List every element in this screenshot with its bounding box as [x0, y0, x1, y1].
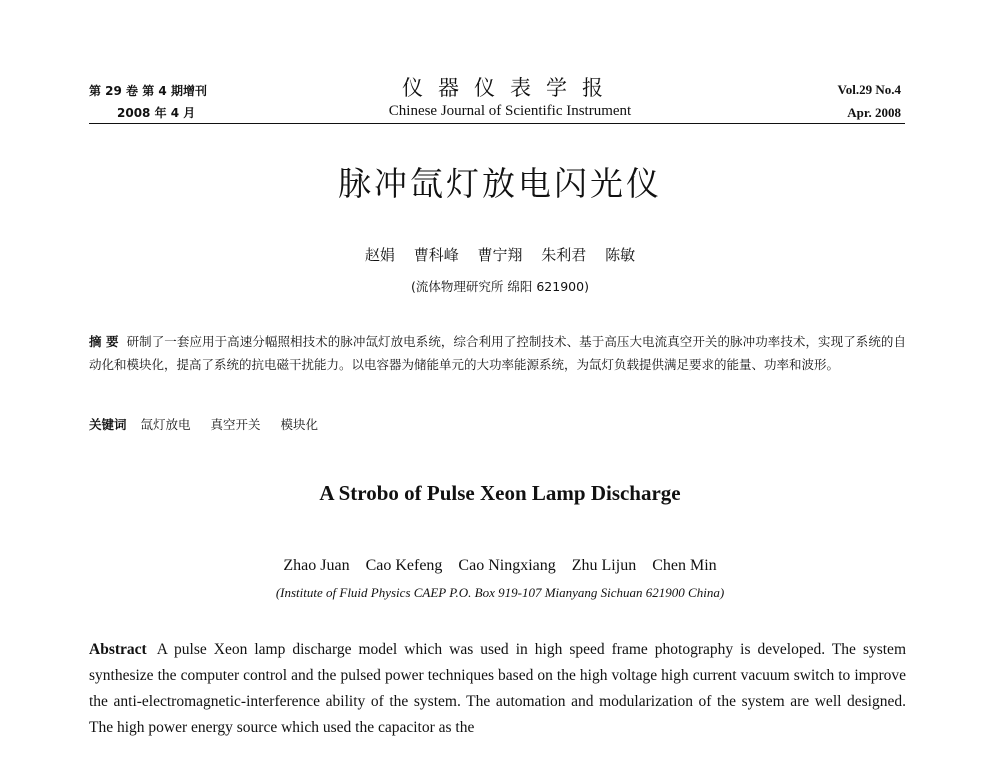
author-cn: 赵娟	[364, 246, 395, 264]
abstract-text-en: A pulse Xeon lamp discharge model which was used in high speed frame photography is developed. The system synthesize the computer control and the pulsed power techniques based on the high voltage high current vacuum switch to improve the anti-electromagnetic-interference ability of the system. The automation and modularization of the system are well designed. The high power energy source which used the capacitor as the	[89, 641, 906, 736]
author-en: Zhu Lijun	[571, 557, 637, 574]
abstract-label-en: Abstract	[89, 641, 147, 658]
author-en: Zhao Juan	[283, 557, 350, 574]
abstract-text-cn: 研制了一套应用于高速分幅照相技术的脉冲氙灯放电系统，综合利用了控制技术、基于高压大电流真空开关的脉冲功率技术，实现了系统的自动化和模块化，提高了系统的抗电磁干扰能力。以电容器为储能单元的大功率能源系统，为氙灯负载提供满足要求的能量、功率和波形。	[89, 334, 906, 372]
keywords-cn	[89, 415, 334, 433]
header-divider	[89, 123, 905, 124]
author-cn: 朱利君	[541, 246, 587, 264]
journal-name-en: Chinese Journal of Scientific Instrument	[388, 103, 632, 119]
paper-title-en: A Strobo of Pulse Xeon Lamp Discharge	[319, 481, 681, 505]
author-cn: 陈敏	[605, 246, 636, 264]
journal-date-cn: 2008 年 4 月	[117, 106, 196, 120]
journal-name-cn: 仪器仪表学报	[402, 76, 618, 100]
paper-title-cn: 脉冲氙灯放电闪光仪	[338, 164, 662, 203]
keyword-cn: 氙灯放电	[140, 417, 191, 432]
journal-volume-en: Vol.29 No.4	[837, 82, 901, 97]
author-en: Cao Ningxiang	[458, 557, 556, 574]
affiliation-en: (Institute of Fluid Physics CAEP P.O. Box 919-107 Mianyang Sichuan 621900 China)	[275, 585, 725, 600]
author-list-en	[100, 557, 900, 575]
author-en: Cao Kefeng	[365, 557, 443, 574]
abstract-cn	[89, 330, 906, 376]
author-en: Chen Min	[652, 557, 717, 574]
abstract-label-cn: 摘 要	[89, 334, 119, 349]
author-cn: 曹宁翔	[477, 246, 523, 264]
keyword-cn: 真空开关	[210, 417, 261, 432]
keywords-label-cn: 关键词	[89, 417, 127, 432]
affiliation-cn: (流体物理研究所 绵阳 621900)	[411, 279, 589, 294]
journal-date-en: Apr. 2008	[847, 105, 901, 120]
author-cn: 曹科峰	[413, 246, 459, 264]
author-list-cn	[200, 244, 800, 265]
keyword-cn: 模块化	[280, 417, 319, 432]
abstract-en	[89, 637, 906, 741]
journal-volume-issue-cn: 第 29 卷 第 4 期增刊	[89, 84, 207, 98]
